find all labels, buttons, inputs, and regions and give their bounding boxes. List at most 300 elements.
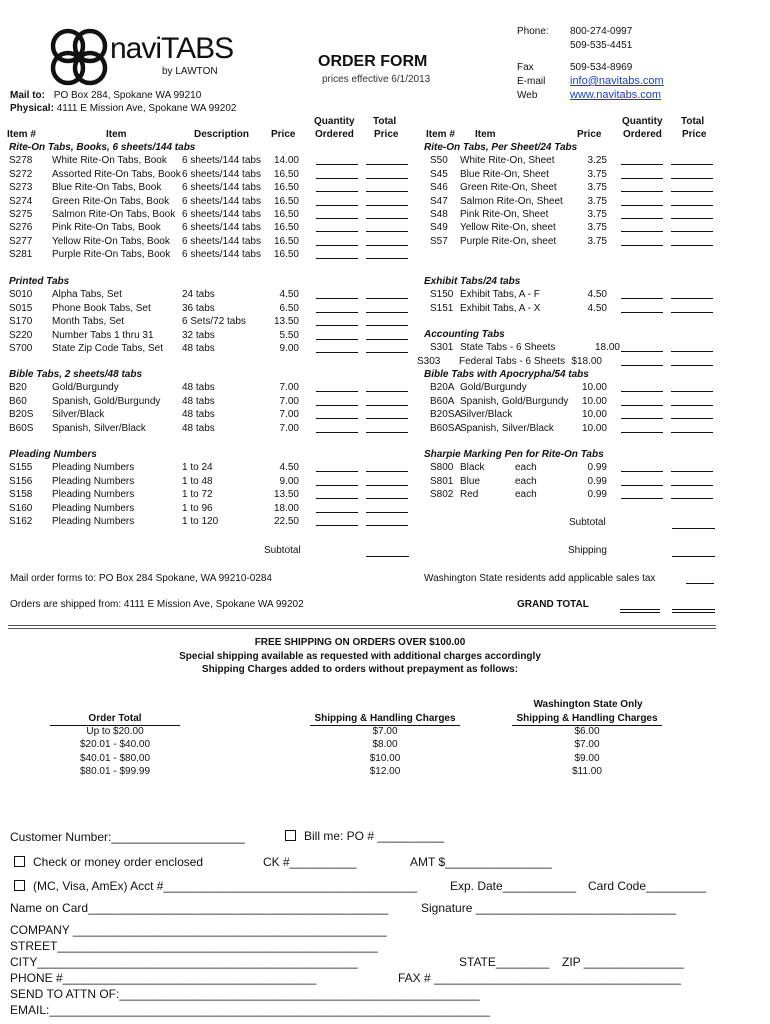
item-price: 3.75	[587, 208, 607, 220]
item-description: 6 sheets/144 tabs	[182, 249, 261, 261]
street-field[interactable]: STREET________________________________________________	[10, 939, 378, 953]
quantity-field[interactable]	[621, 205, 663, 206]
item-number: S802	[430, 489, 454, 501]
card-checkbox[interactable]	[14, 880, 25, 891]
item-name: Pleading Numbers	[52, 515, 135, 527]
table-row	[0, 195, 420, 208]
total-field[interactable]	[366, 325, 408, 326]
total-field[interactable]	[366, 512, 408, 513]
item-number: S45	[430, 168, 448, 180]
item-price: $18.00	[571, 355, 602, 367]
quantity-field[interactable]	[316, 231, 358, 232]
attn-field[interactable]: SEND TO ATTN OF:______________________________________________________	[10, 987, 480, 1001]
quantity-field[interactable]	[316, 498, 358, 499]
col-price: Price	[271, 129, 296, 140]
total-field[interactable]	[671, 191, 713, 192]
total-field[interactable]	[366, 432, 408, 433]
total-field[interactable]	[366, 231, 408, 232]
item-number: B20	[9, 382, 27, 394]
section-apocrypha-tabs	[420, 368, 770, 435]
item-name: Pink Rite-On Tabs, Book	[52, 222, 161, 234]
quantity-field[interactable]	[316, 298, 358, 299]
col-total-right-2: Price	[682, 129, 707, 140]
item-name: Yellow Rite-On Tabs, Book	[52, 235, 170, 247]
right-subtotal-label: Subtotal	[569, 517, 606, 528]
item-price: 7.00	[279, 422, 299, 434]
quantity-field[interactable]	[316, 512, 358, 513]
grand-total-field[interactable]	[620, 609, 660, 613]
quantity-field[interactable]	[621, 164, 663, 165]
quantity-field[interactable]	[621, 418, 663, 419]
item-name: Blue Rite-On, Sheet	[460, 168, 549, 180]
quantity-field[interactable]	[621, 218, 663, 219]
quantity-field[interactable]	[621, 471, 663, 472]
item-description: 48 tabs	[182, 382, 215, 394]
item-name: Number Tabs 1 thru 31	[52, 329, 154, 341]
item-description: 36 tabs	[182, 302, 215, 314]
quantity-field[interactable]	[621, 485, 663, 486]
left-subtotal-field[interactable]	[366, 556, 409, 557]
fax-field[interactable]: FAX # _____________________________________	[398, 971, 681, 985]
amount-field[interactable]: AMT $________________	[410, 855, 552, 869]
sales-tax-field[interactable]	[686, 583, 714, 584]
section-heading-text: Pleading Numbers	[9, 449, 97, 460]
item-name: Gold/Burgundy	[52, 382, 119, 394]
item-description: 32 tabs	[182, 329, 215, 341]
item-number: S278	[9, 155, 33, 167]
quantity-field[interactable]	[316, 391, 358, 392]
item-price: 13.50	[273, 489, 299, 501]
item-price: 14.00	[273, 155, 299, 167]
item-price: 5.50	[279, 329, 299, 341]
section-heading-text: Bible Tabs, 2 sheets/48 tabs	[9, 369, 143, 380]
state-field[interactable]: STATE________	[459, 955, 550, 969]
item-name: Salmon Rite-On Tabs, Book	[52, 208, 176, 220]
quantity-field[interactable]	[316, 405, 358, 406]
item-name: Gold/Burgundy	[460, 382, 527, 394]
item-unit: each	[515, 475, 537, 487]
section-pleading-numbers	[0, 448, 420, 528]
section-heading-text: Bible Tabs with Apocrypha/54 tabs	[424, 369, 589, 380]
section-heading	[420, 141, 770, 154]
total-field[interactable]	[671, 485, 713, 486]
item-price: 4.50	[587, 302, 607, 314]
wa-sh-charges-header: Shipping & Handling Charges	[512, 712, 662, 726]
table-row	[0, 221, 420, 234]
sh-charge: $8.00	[372, 739, 398, 751]
quantity-field[interactable]	[621, 365, 663, 366]
quantity-field[interactable]	[316, 218, 358, 219]
item-description: 1 to 72	[182, 489, 213, 501]
web-label: Web	[517, 90, 538, 101]
wa-sh-charge: $9.00	[574, 752, 600, 764]
shipping-field[interactable]	[672, 556, 715, 557]
table-row	[0, 502, 420, 515]
table-row	[0, 461, 420, 474]
item-number: S47	[430, 195, 448, 207]
item-name: Silver/Black	[52, 409, 105, 421]
total-field[interactable]	[366, 339, 408, 340]
item-name: Red	[460, 489, 479, 501]
item-name: Silver/Black	[460, 409, 513, 421]
item-number: B60	[9, 395, 27, 407]
order-total-range: $20.01 - $40.00	[79, 739, 151, 751]
table-row	[0, 248, 420, 261]
col-price-right: Price	[577, 129, 602, 140]
item-description: 6 sheets/144 tabs	[182, 182, 261, 194]
item-number: S50	[430, 155, 448, 167]
item-description: 1 to 96	[182, 502, 213, 514]
phone-1: 800-274-0997	[570, 26, 633, 37]
quantity-field[interactable]	[316, 312, 358, 313]
table-row	[0, 488, 420, 501]
item-name: Assorted Rite-On Tabs, Book	[52, 168, 181, 180]
total-field[interactable]	[671, 312, 713, 313]
wa-sh-charge: $11.00	[572, 766, 602, 778]
check-checkbox[interactable]	[14, 856, 25, 867]
table-row	[420, 461, 770, 474]
quantity-field[interactable]	[316, 191, 358, 192]
contact-block	[517, 25, 757, 103]
total-field[interactable]	[671, 298, 713, 299]
navitabs-logo	[48, 26, 234, 88]
item-number: S800	[430, 462, 454, 474]
sales-tax-label: Washington State residents add applicable sales tax	[424, 573, 656, 584]
page-title: ORDER FORM	[318, 53, 428, 70]
item-price: 4.50	[587, 289, 607, 301]
item-price: 3.75	[587, 168, 607, 180]
check-label: Check or money order enclosed	[33, 855, 204, 869]
total-field[interactable]	[366, 245, 408, 246]
item-price: 4.50	[279, 289, 299, 301]
table-row	[420, 302, 770, 315]
total-field[interactable]	[366, 405, 408, 406]
free-shipping-note: FREE SHIPPING ON ORDERS OVER $100.00	[254, 637, 466, 648]
order-total-range: $40.01 - $80.00	[79, 752, 151, 764]
item-price: 18.00	[594, 342, 620, 354]
quantity-field[interactable]	[621, 405, 663, 406]
total-field[interactable]	[366, 498, 408, 499]
total-field[interactable]	[671, 178, 713, 179]
item-price: 6.50	[279, 302, 299, 314]
bill-me-label: Bill me: PO # __________	[304, 829, 445, 843]
exp-date-field[interactable]: Exp. Date___________	[450, 879, 577, 893]
total-field[interactable]	[671, 231, 713, 232]
item-number: S162	[9, 515, 33, 527]
section-divider	[8, 625, 716, 629]
total-field[interactable]	[366, 298, 408, 299]
wa-only-header: Washington State Only	[533, 699, 643, 710]
item-description: 48 tabs	[182, 342, 215, 354]
item-price: 16.50	[273, 195, 299, 207]
email-link[interactable]: info@navitabs.com	[570, 75, 664, 87]
item-number: S158	[9, 489, 33, 501]
item-price: 22.50	[273, 515, 299, 527]
company-field[interactable]: COMPANY _______________________________________________	[10, 923, 387, 937]
item-name: Spanish, Gold/Burgundy	[52, 395, 161, 407]
item-name: Purple Rite-On Tabs, Book	[52, 249, 171, 261]
table-row	[0, 181, 420, 194]
item-price: 16.50	[273, 182, 299, 194]
section-heading-text: Rite-On Tabs, Books, 6 sheets/144 tabs	[9, 142, 196, 153]
quantity-field[interactable]	[621, 298, 663, 299]
mail-order-note: Mail order forms to: PO Box 284 Spokane, WA 99210-0284	[10, 573, 272, 584]
table-row	[0, 342, 420, 355]
table-row	[420, 221, 770, 234]
total-field[interactable]	[671, 164, 713, 165]
total-field[interactable]	[366, 258, 408, 259]
total-field[interactable]	[671, 405, 713, 406]
quantity-field[interactable]	[621, 245, 663, 246]
email-field[interactable]: EMAIL:__________________________________________________________________	[10, 1003, 490, 1017]
sh-charges-header: Shipping & Handling Charges	[310, 712, 460, 726]
item-number: S301	[430, 342, 454, 354]
item-number: S274	[9, 195, 33, 207]
zip-field[interactable]: ZIP _______________	[562, 955, 684, 969]
item-price: 3.75	[587, 235, 607, 247]
quantity-field[interactable]	[316, 245, 358, 246]
quantity-field[interactable]	[621, 231, 663, 232]
item-name: Blue	[460, 475, 481, 487]
total-field[interactable]	[366, 191, 408, 192]
item-number: S156	[9, 475, 33, 487]
mail-to	[10, 89, 201, 102]
table-row	[420, 208, 770, 221]
item-number: S170	[9, 316, 33, 328]
quantity-field[interactable]	[621, 432, 663, 433]
quantity-field[interactable]	[316, 352, 358, 353]
item-name: Blue Rite-On Tabs, Book	[52, 182, 162, 194]
item-number: S700	[9, 342, 33, 354]
item-number: B60A	[430, 395, 455, 407]
item-description: 6 Sets/72 tabs	[182, 316, 246, 328]
section-rite-on-books	[0, 141, 420, 262]
total-field[interactable]	[366, 178, 408, 179]
table-row	[420, 422, 770, 435]
quantity-field[interactable]	[316, 471, 358, 472]
total-field[interactable]	[671, 418, 713, 419]
section-heading	[420, 448, 770, 461]
col-item-right: Item	[475, 129, 496, 140]
total-field[interactable]	[366, 205, 408, 206]
table-row	[420, 408, 770, 421]
total-field[interactable]	[366, 471, 408, 472]
item-price: 0.99	[587, 489, 607, 501]
section-printed-tabs	[0, 275, 420, 355]
item-price: 7.00	[279, 395, 299, 407]
item-name: Spanish, Gold/Burgundy	[460, 395, 569, 407]
total-field[interactable]	[671, 351, 713, 352]
card-option[interactable]	[14, 879, 417, 893]
web-link[interactable]: www.navitabs.com	[570, 89, 662, 101]
item-description: 6 sheets/144 tabs	[182, 155, 261, 167]
item-name: Exhibit Tabs, A - X	[460, 302, 541, 314]
total-field[interactable]	[671, 365, 713, 366]
prices-effective: prices effective 6/1/2013	[322, 74, 431, 85]
right-subtotal-field[interactable]	[672, 528, 715, 529]
shipping-rate-table	[0, 726, 720, 780]
sh-charge: $10.00	[369, 752, 401, 764]
quantity-field[interactable]	[621, 178, 663, 179]
total-field[interactable]	[366, 164, 408, 165]
card-code-field[interactable]: Card Code_________	[588, 879, 707, 893]
section-heading	[0, 368, 420, 381]
total-field[interactable]	[366, 312, 408, 313]
item-number: B20SA	[430, 409, 462, 421]
physical-label: Physical:	[10, 103, 54, 114]
ck-number-field[interactable]: CK #__________	[263, 855, 357, 869]
item-unit: each	[515, 462, 537, 474]
quantity-field[interactable]	[621, 351, 663, 352]
item-name: Pink Rite-On, Sheet	[460, 208, 549, 220]
total-field[interactable]	[366, 418, 408, 419]
total-field[interactable]	[671, 205, 713, 206]
item-price: 0.99	[587, 475, 607, 487]
item-price: 16.50	[273, 222, 299, 234]
col-qty: Quantity	[314, 116, 355, 127]
table-row	[420, 341, 770, 354]
table-row	[0, 168, 420, 181]
item-number: S272	[9, 168, 33, 180]
table-row	[420, 168, 770, 181]
item-price: 3.75	[587, 182, 607, 194]
shipping-rate-row	[0, 766, 720, 779]
customer-number-field[interactable]: Customer Number:____________________	[10, 830, 245, 844]
quantity-field[interactable]	[316, 525, 358, 526]
section-heading	[420, 275, 770, 288]
grand-total-field-2[interactable]	[672, 609, 715, 613]
item-number: S48	[430, 208, 448, 220]
item-description: 1 to 24	[182, 462, 213, 474]
col-qty-right-2: Ordered	[623, 129, 662, 140]
section-sharpie-pens	[420, 448, 770, 502]
total-field[interactable]	[671, 471, 713, 472]
item-number: S150	[430, 289, 454, 301]
mail-to-address: PO Box 284, Spokane WA 99210	[53, 90, 202, 101]
col-qty-right: Quantity	[622, 116, 663, 127]
section-heading	[0, 141, 420, 154]
table-row	[420, 488, 770, 501]
section-accounting-tabs	[417, 328, 770, 368]
item-price: 10.00	[581, 422, 607, 434]
item-unit: each	[515, 489, 537, 501]
quantity-field[interactable]	[316, 418, 358, 419]
item-price: 4.50	[279, 462, 299, 474]
quantity-field[interactable]	[316, 485, 358, 486]
total-field[interactable]	[671, 391, 713, 392]
table-row	[0, 315, 420, 328]
item-price: 10.00	[581, 382, 607, 394]
section-heading-text: Printed Tabs	[9, 276, 70, 287]
item-number: S57	[430, 235, 448, 247]
shipping-rate-row	[0, 739, 720, 752]
table-row	[420, 235, 770, 248]
item-description: 6 sheets/144 tabs	[182, 208, 261, 220]
item-number: B20A	[430, 382, 455, 394]
item-price: 3.25	[587, 155, 607, 167]
total-field[interactable]	[671, 498, 713, 499]
col-item-no: Item #	[7, 129, 36, 140]
phone-field[interactable]: PHONE #______________________________________	[10, 971, 317, 985]
total-field[interactable]	[366, 485, 408, 486]
quantity-field[interactable]	[621, 312, 663, 313]
item-name: Pleading Numbers	[52, 489, 135, 501]
total-field[interactable]	[366, 352, 408, 353]
table-row	[0, 235, 420, 248]
item-name: Federal Tabs - 6 Sheets	[459, 355, 565, 367]
right-col-headers	[420, 114, 770, 142]
signature-field[interactable]: Signature ______________________________	[421, 901, 676, 915]
item-number: S220	[9, 329, 33, 341]
item-description: 6 sheets/144 tabs	[182, 195, 261, 207]
section-heading-text: Accounting Tabs	[424, 329, 505, 340]
quantity-field[interactable]	[316, 258, 358, 259]
name-on-card-field[interactable]: Name on Card_____________________________________________	[10, 901, 389, 915]
total-field[interactable]	[671, 432, 713, 433]
item-price: 10.00	[581, 409, 607, 421]
section-heading-text: Exhibit Tabs/24 tabs	[424, 276, 521, 287]
section-rite-on-sheets	[420, 141, 770, 248]
item-number: S277	[9, 235, 33, 247]
quantity-field[interactable]	[621, 191, 663, 192]
grand-total-label: GRAND TOTAL	[517, 599, 589, 610]
item-name: White Rite-On Tabs, Book	[52, 155, 167, 167]
quantity-field[interactable]	[316, 339, 358, 340]
item-description: 48 tabs	[182, 409, 215, 421]
table-row	[420, 395, 770, 408]
item-price: 16.50	[273, 235, 299, 247]
section-heading-text: Sharpie Marking Pen for Rite-On Tabs	[424, 449, 604, 460]
logo-sub: by LAWTON	[162, 66, 218, 77]
bill-me-checkbox[interactable]	[285, 830, 296, 841]
item-name: Green Rite-On Tabs, Book	[52, 195, 170, 207]
quantity-field[interactable]	[316, 205, 358, 206]
quantity-field[interactable]	[621, 498, 663, 499]
section-heading	[0, 275, 420, 288]
city-field[interactable]: CITY________________________________________________	[10, 955, 358, 969]
quantity-field[interactable]	[621, 391, 663, 392]
order-total-range: Up to $20.00	[86, 726, 144, 737]
quantity-field[interactable]	[316, 164, 358, 165]
quantity-field[interactable]	[316, 178, 358, 179]
email-label: E-mail	[517, 76, 546, 87]
item-number: S276	[9, 222, 33, 234]
section-heading-text: Rite-On Tabs, Per Sheet/24 Tabs	[424, 142, 578, 153]
left-col-headers	[0, 114, 420, 142]
total-field[interactable]	[366, 391, 408, 392]
item-name: State Tabs - 6 Sheets	[460, 342, 556, 354]
bill-me-option[interactable]	[285, 829, 444, 843]
quantity-field[interactable]	[316, 432, 358, 433]
item-name: Green Rite-On, Sheet	[460, 182, 557, 194]
item-name: Spanish, Silver/Black	[52, 422, 146, 434]
total-field[interactable]	[671, 218, 713, 219]
item-description: 6 sheets/144 tabs	[182, 235, 261, 247]
item-name: Pleading Numbers	[52, 502, 135, 514]
check-option[interactable]	[14, 855, 203, 869]
item-name: Pleading Numbers	[52, 475, 135, 487]
total-field[interactable]	[671, 245, 713, 246]
card-account-field[interactable]: (MC, Visa, AmEx) Acct #______________________________________	[33, 879, 418, 893]
quantity-field[interactable]	[316, 325, 358, 326]
total-field[interactable]	[366, 218, 408, 219]
item-price: 3.75	[587, 222, 607, 234]
total-field[interactable]	[366, 525, 408, 526]
phone-label: Phone:	[517, 26, 549, 37]
item-description: 1 to 48	[182, 475, 213, 487]
item-name: State Zip Code Tabs, Set	[52, 342, 163, 354]
item-price: 18.00	[273, 502, 299, 514]
